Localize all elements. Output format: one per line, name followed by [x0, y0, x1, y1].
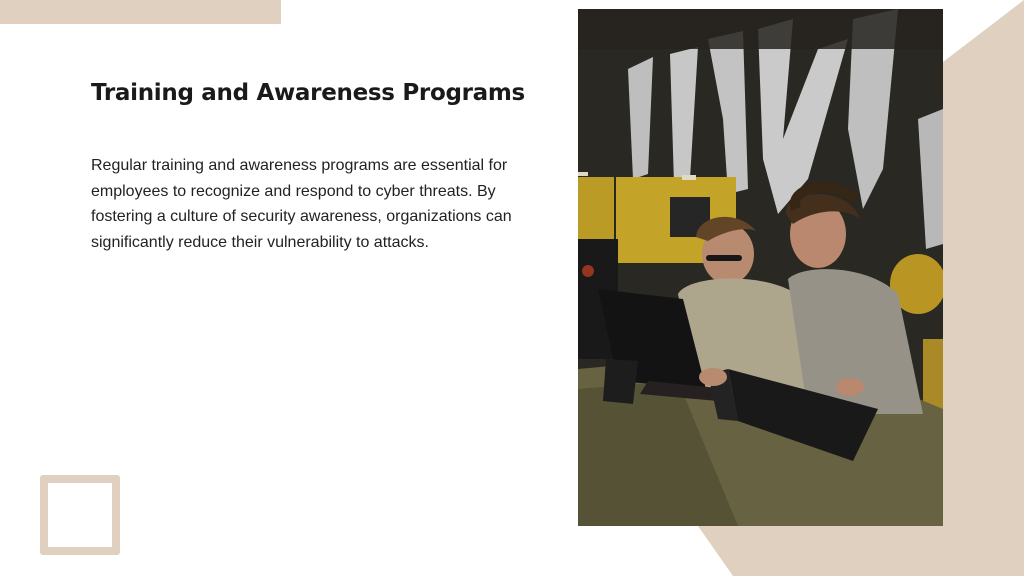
decorative-square-outline	[40, 475, 120, 555]
slide-body-text: Regular training and awareness programs are essential for employees to recognize and respond to cyber threats. By fostering a culture of security awareness, organizations can significantly reduce their vulnerability to attacks.	[91, 157, 512, 251]
slide-title: Training and Awareness Programs	[91, 80, 525, 106]
photo-people-at-computers	[578, 9, 943, 526]
